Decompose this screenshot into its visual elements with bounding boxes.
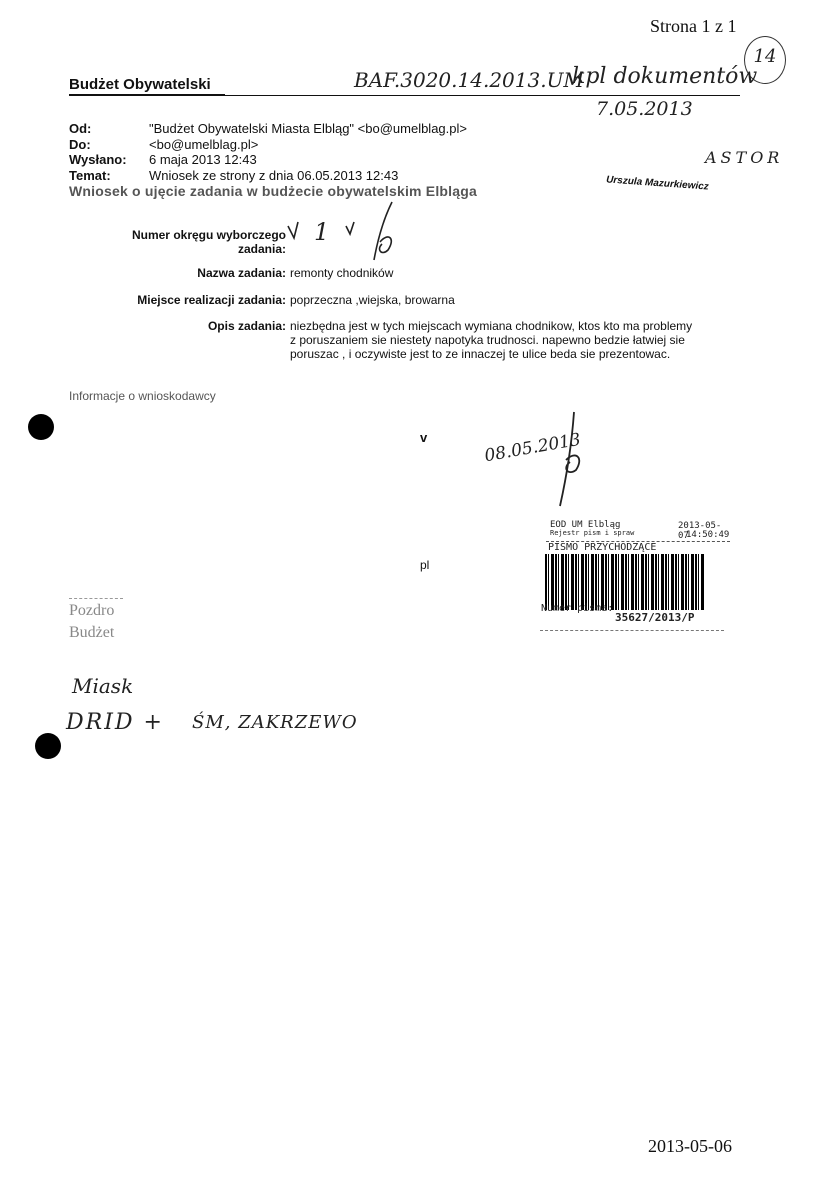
- from-row: [69, 121, 467, 137]
- subject-value: Wniosek ze strony z dnia 06.05.2013 12:43: [149, 167, 399, 183]
- punch-hole-top: [28, 414, 54, 440]
- register-number: 35627/2013/P: [615, 611, 695, 624]
- astor-stamp: [600, 140, 784, 210]
- footer-date: 2013-05-06: [648, 1136, 732, 1156]
- district-label-1: Numer okręgu wyborczego: [131, 228, 286, 242]
- partial-text: pl: [420, 558, 430, 572]
- closing-line-1: Pozdro: [69, 602, 115, 619]
- closing-line-3: Miask: [72, 674, 134, 698]
- description-line-3: poruszac , i oczywiste jest to ze innaczej te ulice beda sie prezentowac.: [290, 347, 671, 361]
- description-line-1: niezbędna jest w tych miejscach wymiana chodnikow, ktos kto ma problemy: [290, 319, 693, 333]
- subject-label: Temat:: [69, 167, 111, 183]
- register-date: 2013-05-07: [678, 521, 722, 541]
- astor-stamp-line1: ASTOR: [705, 148, 784, 167]
- handwritten-bottom-left: DRID +: [66, 710, 164, 735]
- circled-number-text: 14: [753, 46, 777, 67]
- subject-row: [69, 168, 467, 184]
- place-value: poprzeczna ,wiejska, browarna: [290, 293, 455, 307]
- signature-icon: [550, 410, 600, 510]
- punch-hole-bottom: [35, 733, 61, 759]
- register-line-1: EOD UM Elbląg: [550, 520, 621, 530]
- astor-stamp-line2: Urszula Mazurkiewicz: [605, 174, 710, 193]
- check-mark: v: [420, 430, 428, 445]
- to-row: [69, 137, 467, 153]
- sent-label: Wysłano:: [69, 152, 127, 167]
- handwritten-date: 7.05.2013: [596, 98, 693, 120]
- handwritten-reference: BAF.3020.14.2013.UM: [354, 68, 584, 92]
- register-number-label: Numer pisma:: [541, 603, 614, 614]
- district-value: 1: [314, 218, 330, 246]
- closing-divider: [69, 598, 123, 599]
- name-label: Nazwa zadania:: [197, 266, 286, 280]
- register-line-2: Rejestr pism i spraw: [550, 529, 635, 537]
- document-title: Budżet Obywatelski: [69, 76, 211, 93]
- receipt-stamp-date: 08.05.2013: [483, 429, 583, 467]
- name-value: remonty chodników: [290, 266, 394, 280]
- receipt-stamp: [470, 410, 650, 520]
- form-title: Wniosek o ujęcie zadania w budżecie obywatelskim Elbląga: [69, 183, 477, 199]
- handwritten-note: kpl dokumentów: [572, 64, 758, 89]
- to-label: Do:: [69, 136, 91, 152]
- email-meta: [69, 121, 467, 183]
- register-bottom-divider: [540, 630, 724, 631]
- description-line-2: z poruszaniem sie niestety napotyka trudnosci. napewno bedzie łatwiej sie: [290, 333, 685, 347]
- place-label: Miejsce realizacji zadania:: [137, 293, 286, 307]
- page-counter: Strona 1 z 1: [650, 16, 737, 36]
- description-label: Opis zadania:: [207, 319, 286, 333]
- sent-value: 6 maja 2013 12:43: [149, 152, 257, 167]
- register-doc-type: PISMO PRZYCHODZĄCE: [548, 542, 657, 553]
- closing-line-2: Budżet: [69, 624, 115, 641]
- register-time: 14:50:49: [686, 530, 730, 540]
- to-value: <bo@umelblag.pl>: [149, 136, 259, 152]
- district-label-2: zadania:: [237, 242, 286, 256]
- handwritten-checkmarks-icon: [284, 198, 414, 268]
- barcode-icon: [545, 554, 705, 610]
- handwritten-bottom-right: ŚM, ZAKRZEWO: [192, 712, 358, 733]
- applicant-info-heading: Informacje o wnioskodawcy: [69, 389, 216, 403]
- sent-row: [69, 152, 467, 168]
- from-value: "Budżet Obywatelski Miasta Elbląg" <bo@umelblag.pl>: [149, 121, 467, 136]
- header-rule: [69, 95, 740, 96]
- from-label: Od:: [69, 121, 92, 136]
